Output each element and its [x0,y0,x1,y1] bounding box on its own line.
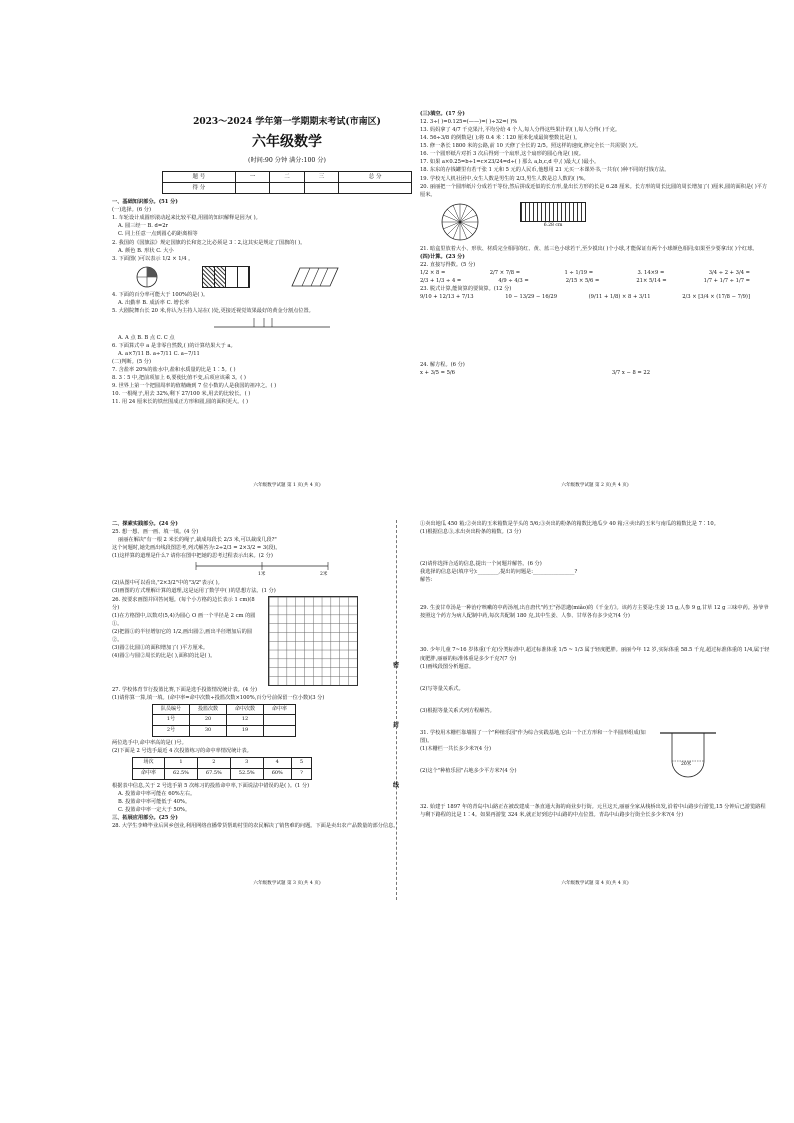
parallelogram-figure [290,266,340,288]
table-cell: 30 [190,726,227,737]
answer-space[interactable] [420,620,770,646]
table-cell: 52.5% [230,768,263,779]
rect-figure [202,266,250,288]
question-line: (2)从图中可以看出,"2×3/2"中的"3/2"表示( )。 [112,580,223,587]
question-line: (2)这个"种植乐园"占地多少平方米?(4 分) [420,767,517,774]
question-line: 21. 暗盒里放着大小、形状、材质完全相同的红、黄、蓝三色小球若干,至少摸出( )个小球,才能保证有两个小球颜色相同;如果至少要拿出( )个红球。 [420,245,758,252]
table-header: 场次 [133,758,165,769]
table-header: 队员编号 [153,704,190,715]
calc-row [420,293,770,301]
question-line: 25. 想一想、画一画、填一填。(4 分) [112,529,199,536]
question-line: 丽丽在解决"有一根 2 米长的绳子,裁成每段长 2/3 米,可以裁成几段?" [118,537,277,544]
page-footer: 六年级数学试题 第 4 页(共 4 页) [561,881,629,886]
question-line: (3)圆②比圆①的面积增加了( )平方厘米。 [112,644,209,651]
score-cell[interactable] [304,183,338,194]
question-line: 30. 少年儿童 7~16 岁体重(千克)分类标准中,超过标准体重 1/5 ~ 1/3 属于轻度肥胖。丽丽今年 12 岁,实际体重 58.5 千克,超过标准体重的 1/4,属于轻度肥胖,丽丽的标准体重是多少千克?(7 分) [420,647,770,662]
table-cell: 67.5% [197,768,230,779]
question-line: 三、拓展应用部分。(25 分) [112,814,178,821]
table-cell: ? [291,768,311,779]
question-line: 解答: [420,577,433,584]
answer-space[interactable] [420,584,770,604]
calc-item: 3/4 ÷ 2 + 3/4 = [708,269,750,276]
exam-page-1 [112,110,462,488]
score-cell[interactable] [235,183,269,194]
divided-circle-figure [440,202,480,242]
exam-title: 2023～2024 学年第一学期期末考试(市南区) [193,117,381,127]
question-line: 14. 56÷3/8 的倒数是( );将 0.4 米∶120 厘米化成最简整数比是( )。 [420,135,581,142]
answer-cell[interactable] [264,715,296,726]
question-line: (1)木栅栏一共长多少米?(4 分) [420,745,492,752]
answer-space[interactable] [420,715,770,729]
page-footer: 六年级数学试题 第 2 页(共 4 页) [561,483,629,488]
question-line: (1)根据信息③,求出卖出粉条的箱数。(3 分) [420,529,521,536]
calc-item: 4/9 ÷ 4/3 = [498,277,529,284]
equation-row [420,369,770,377]
question-option: A. 投篮命中率可能在 60%左右。 [118,790,196,797]
score-header: 一 [235,172,269,183]
answer-space[interactable] [420,301,770,361]
line-label: 1米 [258,572,266,577]
question-line: (2)下面是 2 号选手最近 4 次投篮练习的命中率情况统计表。 [112,747,252,754]
question-line: 1. 车轮设计成圆形滚动起来比较平稳,用圆的知识解释是因为( )。 [112,215,261,222]
drawing-grid[interactable] [268,596,358,686]
question-line: 7. 含盐率 20%的盐水中,盐和水质量的比是 1∶5。( ) [112,367,236,374]
side-mark: 线 [393,782,400,789]
score-header: 题 号 [163,172,236,183]
question-line: 10. 一根绳子,用去 32%,剩下 27/100 米,用去的比较长。( ) [112,391,251,398]
exam-page-2 [420,110,770,488]
side-mark: 封 [393,722,400,729]
calc-item: 1 ÷ 1/19 = [564,269,594,276]
calc-item: 2/15 × 5/6 = [565,277,600,284]
table-cell: 60% [263,768,291,779]
table-cell: 命中率 [133,768,165,779]
rope-line-figure [192,560,332,576]
calc-item: 9/10 + 12/13 + 7/13 [420,294,474,301]
question-line: 8. 3∶5 中,把前项加上 6,要使比值不变,后项应该乘 3。( ) [112,375,246,382]
question-line: (4)圆①与圆②周长的比是( ),面积的比是( )。 [112,652,216,659]
question-option: A. a×7/11 B. a÷7/11 C. a−7/11 [118,351,200,358]
table-header: 命中率 [264,704,296,715]
calc-item: 1/2 × 8 = [420,269,446,276]
question-line: 11. 用 24 厘米长的铁丝围成正方形和圆,圆的面积更大。( ) [112,399,249,406]
table-header: 投篮次数 [190,704,227,715]
score-header: 二 [270,172,304,183]
question-line: 22. 直接写得数。(5 分) [420,261,476,268]
table-cell: 62.5% [165,768,198,779]
question-line: (2)把圆①的半径增加它的 1/2,画出圆②,画出半径增加后的圆②。 [112,628,252,643]
table-row [153,715,296,726]
question-line: 19. 学校无人机社团中,女生人数是男生的 2/3,男生人数是总人数的( )%。 [420,175,589,182]
question-line: 两位选手中,命中率高的是( )号。 [112,739,187,746]
question-line: 13. 妈妈拿了 4/7 千克果汁,平均分给 4 个人,每人分得这些果汁的( ),每人分得( )千克。 [420,127,621,134]
question-line: 3. 下面图( )可以表示 1/2 × 1/4 。 [112,255,194,262]
table-cell: 19 [227,726,264,737]
calc-item: (9/11 + 1/8) × 8 + 3/11 [588,294,651,301]
side-mark: 密 [393,662,400,669]
calc-item: 3. 14×9 = [637,269,665,276]
question-line: 5. 大剧院舞台长 20 米,你认为主持人站在( )处,更接近视觉效果最好的黄金分割点位置。 [112,307,314,314]
question-line: 二、探索实践部分。(24 分) [112,521,178,527]
question-line: (1)在方格图中,以数对(5,4)为圆心 O 画一个半径是 2 cm 的圆①。 [112,612,256,627]
score-table [162,171,412,194]
question-line: (1)这样算的道理是什么? 请你在图中把她的思考过程表示出来。(2 分) [112,553,273,560]
table-header: 命中次数 [227,704,264,715]
question-line: 17. 如果 a×0.25=b÷1=c×23/24=d÷( ) 那么 a,b,c,d 中,( )最大,( )最小。 [420,159,600,166]
calc-item: 2/3 + 1/3 ÷ 4 = [420,277,462,284]
figure-label: 6.28 cm [543,222,563,228]
question-line: 根据表中信息,关于 2 号选手第 5 次练习的投篮命中率,下面说法中错误的是( )。(1 分) [112,782,310,789]
equation: x + 3/5 = 5/6 [420,370,455,377]
table-cell: 1号 [153,715,190,726]
exam-time-info: (时间:90 分钟 满分:100 分) [248,156,326,164]
table-header: 3 [230,758,263,769]
question-line: (1)画线段图分析题意。 [420,663,475,670]
exam-page-3 [112,520,462,886]
question-line: 31. 学校用木栅栏靠墙围了一个"种植乐园"作为综合实践基地,它由一个正方形和一个半圆形组成(如图)。 [420,729,646,744]
answer-space[interactable] [420,693,770,707]
question-line: (三)填空。(17 分) [420,111,465,117]
circle-figure [132,266,162,288]
equation: 3/7 x − 8 = 22 [611,370,650,377]
table-cell: 20 [190,715,227,726]
calc-item: 2/7 × 7/8 = [489,269,521,276]
question-line: (二)判断。(5 分) [112,359,151,366]
calc-item: 1/7 + 1/7 ÷ 1/7 = [703,277,750,284]
question-line: 15. 修一条长 1800 米的公路,前 10 天修了全长的 2/5。照这样的速度,修完全长一共需要( )天。 [420,143,642,150]
question-line: 27. 学校体育节行投篮比赛,下面是选手投篮情况统计表。(4 分) [112,686,258,693]
question-line: (四)计算。(23 分) [420,253,465,260]
question-line: 24. 解方程。(6 分) [420,362,465,369]
question-line: 9. 世界上第一个把圆周率的值精确到 7 位小数的人是我国的祖冲之。( ) [112,383,277,390]
answer-cell[interactable] [264,726,296,737]
table-header: 2 [197,758,230,769]
question-line: 20. 丽丽把一个圆形纸片分成若干等份,然后拼成近似的长方形,量出长方形的长是 6.28 厘米。长方形的周长比圆的周长增加了( )厘米,圆的面积是( )平方厘米。 [420,183,768,198]
question-line: 26. 按要求画图并回答问题。(每个小方格的边长表示 1 cm)(8 分) [112,596,255,611]
question-line: (3)画图的方式理解计算的道理,这是运用了数学中( )的思想方法。(1 分) [112,588,276,595]
calc-row [420,277,770,285]
answer-space[interactable] [420,785,770,803]
exam-page-4 [420,520,770,886]
table-cell: 2号 [153,726,190,737]
question-line: (1)请你算一算,填一填。(命中率=命中次数÷投篮次数×100%,百分号前保留一位小数)(3 分) [112,694,325,701]
question-line: 32. 始建于 1897 年的青岛中山路正在被改建成一条直通大海的商业步行街。元旦这天,丽丽全家从栈桥出发,沿着中山路步行游览,15 分钟后已游览路程与剩下路程的比是 1∶4。如果再游览 324 米,就正好到达中山路的中点位置。青岛中山路步行街全长多少米?(4 分) [420,803,766,818]
table-header: 4 [263,758,291,769]
page-footer: 六年级数学试题 第 1 页(共 4 页) [253,483,321,488]
question-line: ①卖出地瓜 450 箱;②卖出的玉米箱数是芋头的 5/6;③卖出的粉条的箱数比地瓜少 40 箱;④卖出的玉米与南瓜的箱数比是 7∶10。 [420,521,719,527]
score-cell[interactable] [270,183,304,194]
rate-table [132,757,312,780]
exam-subject: 六年级数学 [252,133,322,150]
table-row [153,726,296,737]
stage-line-figure [212,315,332,331]
circle-to-rect-figure [440,202,770,242]
question-line: 28. 大学生李峰毕业后回乡创业,利用网络直播带货帮助村里的农民解决了销售难的问题。下面是卖出农产品数量的部分信息。 [112,822,399,829]
question-line: 12. 3÷( )=0.125=(——)=( )÷32=( )% [420,119,518,126]
answer-space[interactable] [420,753,650,767]
question-line: 4. 下面的百分率可能大于 100%的是( )。 [112,291,209,298]
calc-item: 2/3 × [3/4 × (17/8 − 7/9)] [682,294,750,301]
question-option: A. 圆三经一 B. d=2r [118,223,169,230]
question-line: 一、基础知识部分。(51 分) [112,199,178,206]
answer-space[interactable] [420,536,770,560]
line-label: 2米 [320,572,328,577]
page-footer: 六年级数学试题 第 3 页(共 4 页) [253,881,321,886]
question-option: C. 投篮命中率一定大于 50%。 [118,806,191,813]
question-line: 29. 生姜甘草汤是一种治疗咳嗽的中药汤剂,出自唐代"药王"孙思邈(miǎo)的《千金方》。该药方主要是:生姜 15 g,人参 9 g,甘草 12 g 三味中药。孙爷爷按照这个药方为病人配制中药,每次共配制 180 克,其中生姜、人参、甘草各有多少克?(4 分) [420,605,769,620]
question-line: 6. 下面算式中 a 是非零自然数,( )的计算结果大于 a。 [112,343,236,350]
question-option: A. 颜色 B. 形状 C. 大小 [118,247,174,254]
answer-space[interactable] [420,671,770,685]
question-line: 这个问题时,她先画出线段图思考,列式解答为:2÷2/3 = 2×3/2 = 3(段)。 [112,545,281,552]
calc-item: 10 − 13/29 − 16/29 [505,294,557,301]
question-option: A. A 点 B. B 点 C. C 点 [118,334,175,341]
question-line: 18. 东东的存钱罐里有若干张 1 元和 5 元的人民币,他想用 21 元买一本课外书,一共有( )种不同的付钱方法。 [420,167,670,174]
question-line: (一)选择。(6 分) [112,207,151,214]
question-option: A. 出勤率 B. 成活率 C. 增长率 [118,299,190,306]
table-header: 1 [165,758,198,769]
question-line: 我选择的信息是(填序号):________,提出的问题是:________________? [420,569,578,576]
question-option: C. 同上任意一点到圆心的距离相等 [118,231,198,238]
score-label: 得 分 [163,183,236,194]
shooting-table [152,704,296,737]
question-line: (3)根据等量关系式列方程解答。 [420,707,495,714]
score-cell[interactable] [339,183,412,194]
score-header: 三 [304,172,338,183]
approx-rect-figure [520,202,586,222]
question-line: 2. 我国的《国旗法》规定国旗的长和宽之比必须是 3∶2,这其实是规定了国旗的( )。 [112,239,306,246]
question-line: 16. 一个圆形纸片对折 3 次后得到一个扇形,这个扇形的圆心角是( )度。 [420,151,584,158]
garden-figure [658,729,718,785]
question-line: (2)请你选择合适的信息,提出一个问题并解答。(6 分) [420,561,542,568]
calc-item: 21× 5/14 = [636,277,667,284]
fraction-figures [132,266,462,288]
question-line: 23. 脱式计算,能简算的要简算。(12 分) [420,286,512,292]
question-option: B. 投篮命中率可能低于 40%。 [118,798,191,805]
table-header: 5 [291,758,311,769]
score-header: 总 分 [339,172,412,183]
table-cell: 12 [227,715,264,726]
figure-label: 20米 [681,761,692,767]
calc-row [420,269,770,277]
question-line: (2)写等量关系式。 [420,685,464,692]
